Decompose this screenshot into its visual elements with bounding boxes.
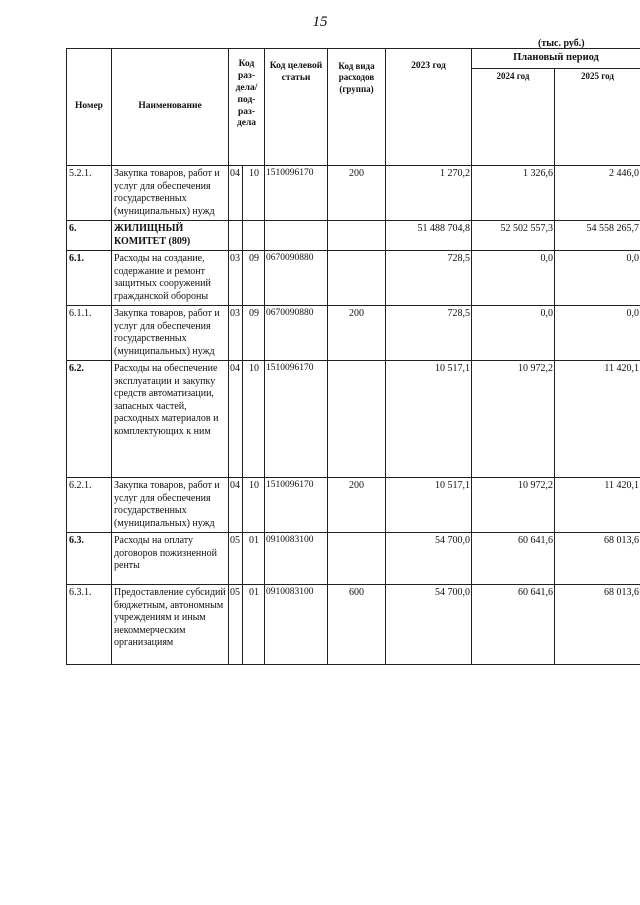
row-razdel <box>229 221 243 251</box>
row-vid-rashodov <box>328 533 386 585</box>
row-vid-rashodov <box>328 361 386 478</box>
row-celevaya-statya: 0670090880 <box>265 306 328 361</box>
row-celevaya-statya <box>265 221 328 251</box>
row-name: Расходы на оплату договоров пожизненной ренты <box>112 533 229 585</box>
row-2023: 54 700,0 <box>386 533 472 585</box>
row-name: Расходы на создание, содержание и ремонт защитных сооружений гражданской обороны <box>112 251 229 306</box>
row-razdel: 03 <box>229 306 243 361</box>
header-naimenovanie: Наименование <box>112 49 229 166</box>
row-2023: 728,5 <box>386 306 472 361</box>
table-row <box>67 533 640 585</box>
row-2025: 0,0 <box>555 306 640 361</box>
row-celevaya-statya: 0910083100 <box>265 533 328 585</box>
row-2024: 0,0 <box>472 306 555 361</box>
row-celevaya-statya: 0910083100 <box>265 585 328 665</box>
row-podrazdel: 10 <box>243 361 265 478</box>
row-podrazdel: 09 <box>243 306 265 361</box>
row-2025: 11 420,1 <box>555 361 640 478</box>
row-2023: 10 517,1 <box>386 478 472 533</box>
row-nomer: 6.2.1. <box>67 478 112 533</box>
header-2024: 2024 год <box>472 69 555 166</box>
row-name: Расходы на обеспечение эксплуатации и закупку средств автоматизации, запасных частей, расходных материалов и комплектующих к ним <box>112 361 229 478</box>
table-row <box>67 221 640 251</box>
row-2024: 10 972,2 <box>472 361 555 478</box>
header-2025: 2025 год <box>555 69 640 166</box>
row-vid-rashodov: 200 <box>328 166 386 221</box>
row-vid-rashodov: 600 <box>328 585 386 665</box>
row-2025: 11 420,1 <box>555 478 640 533</box>
row-2023: 1 270,2 <box>386 166 472 221</box>
row-nomer: 6.3. <box>67 533 112 585</box>
row-name: ЖИЛИЩНЫЙ КОМИТЕТ (809) <box>112 221 229 251</box>
header-planoviy: Плановый период <box>472 49 640 69</box>
budget-table <box>66 48 640 665</box>
units-label: (тыс. руб.) <box>538 38 585 49</box>
row-razdel: 05 <box>229 585 243 665</box>
row-razdel: 04 <box>229 361 243 478</box>
row-2025: 68 013,6 <box>555 585 640 665</box>
row-2025: 54 558 265,7 <box>555 221 640 251</box>
row-podrazdel: 01 <box>243 585 265 665</box>
table-row <box>67 585 640 665</box>
row-name: Закупка товаров, работ и услуг для обеспечения государственных (муниципальных) нужд <box>112 166 229 221</box>
row-2023: 51 488 704,8 <box>386 221 472 251</box>
row-razdel: 04 <box>229 166 243 221</box>
table-row <box>67 251 640 306</box>
table-row <box>67 166 640 221</box>
row-vid-rashodov <box>328 251 386 306</box>
row-2025: 0,0 <box>555 251 640 306</box>
table-row <box>67 306 640 361</box>
row-nomer: 5.2.1. <box>67 166 112 221</box>
header-kod-celevoy: Код целевой статьи <box>265 49 328 166</box>
header-nomer: Номер <box>67 49 112 166</box>
row-2024: 52 502 557,3 <box>472 221 555 251</box>
row-nomer: 6.3.1. <box>67 585 112 665</box>
row-razdel: 04 <box>229 478 243 533</box>
row-2024: 60 641,6 <box>472 533 555 585</box>
row-2025: 68 013,6 <box>555 533 640 585</box>
row-nomer: 6.2. <box>67 361 112 478</box>
page-number: 15 <box>312 14 328 30</box>
row-2024: 0,0 <box>472 251 555 306</box>
row-podrazdel: 10 <box>243 166 265 221</box>
row-vid-rashodov <box>328 221 386 251</box>
header-kod-vida: Код вида расходов (группа) <box>328 49 386 166</box>
row-podrazdel: 01 <box>243 533 265 585</box>
row-celevaya-statya: 1510096170 <box>265 361 328 478</box>
row-celevaya-statya: 1510096170 <box>265 166 328 221</box>
row-2025: 2 446,0 <box>555 166 640 221</box>
row-podrazdel <box>243 221 265 251</box>
row-razdel: 05 <box>229 533 243 585</box>
row-2023: 728,5 <box>386 251 472 306</box>
row-celevaya-statya: 0670090880 <box>265 251 328 306</box>
row-2023: 10 517,1 <box>386 361 472 478</box>
row-celevaya-statya: 1510096170 <box>265 478 328 533</box>
row-nomer: 6.1. <box>67 251 112 306</box>
row-name: Закупка товаров, работ и услуг для обеспечения государственных (муниципальных) нужд <box>112 478 229 533</box>
row-name: Закупка товаров, работ и услуг для обеспечения государственных (муниципальных) нужд <box>112 306 229 361</box>
row-razdel: 03 <box>229 251 243 306</box>
row-2024: 10 972,2 <box>472 478 555 533</box>
table-row <box>67 478 640 533</box>
row-nomer: 6. <box>67 221 112 251</box>
row-name: Предоставление субсидий бюджетным, автономным учреждениям и иным некоммерческим организациям <box>112 585 229 665</box>
row-2024: 1 326,6 <box>472 166 555 221</box>
row-vid-rashodov: 200 <box>328 478 386 533</box>
row-vid-rashodov: 200 <box>328 306 386 361</box>
table-row <box>67 361 640 478</box>
row-2023: 54 700,0 <box>386 585 472 665</box>
row-nomer: 6.1.1. <box>67 306 112 361</box>
row-podrazdel: 09 <box>243 251 265 306</box>
row-2024: 60 641,6 <box>472 585 555 665</box>
row-podrazdel: 10 <box>243 478 265 533</box>
header-kod-razdela: Код раз-дела/ под-раз-дела <box>229 49 265 166</box>
header-2023: 2023 год <box>386 49 472 166</box>
